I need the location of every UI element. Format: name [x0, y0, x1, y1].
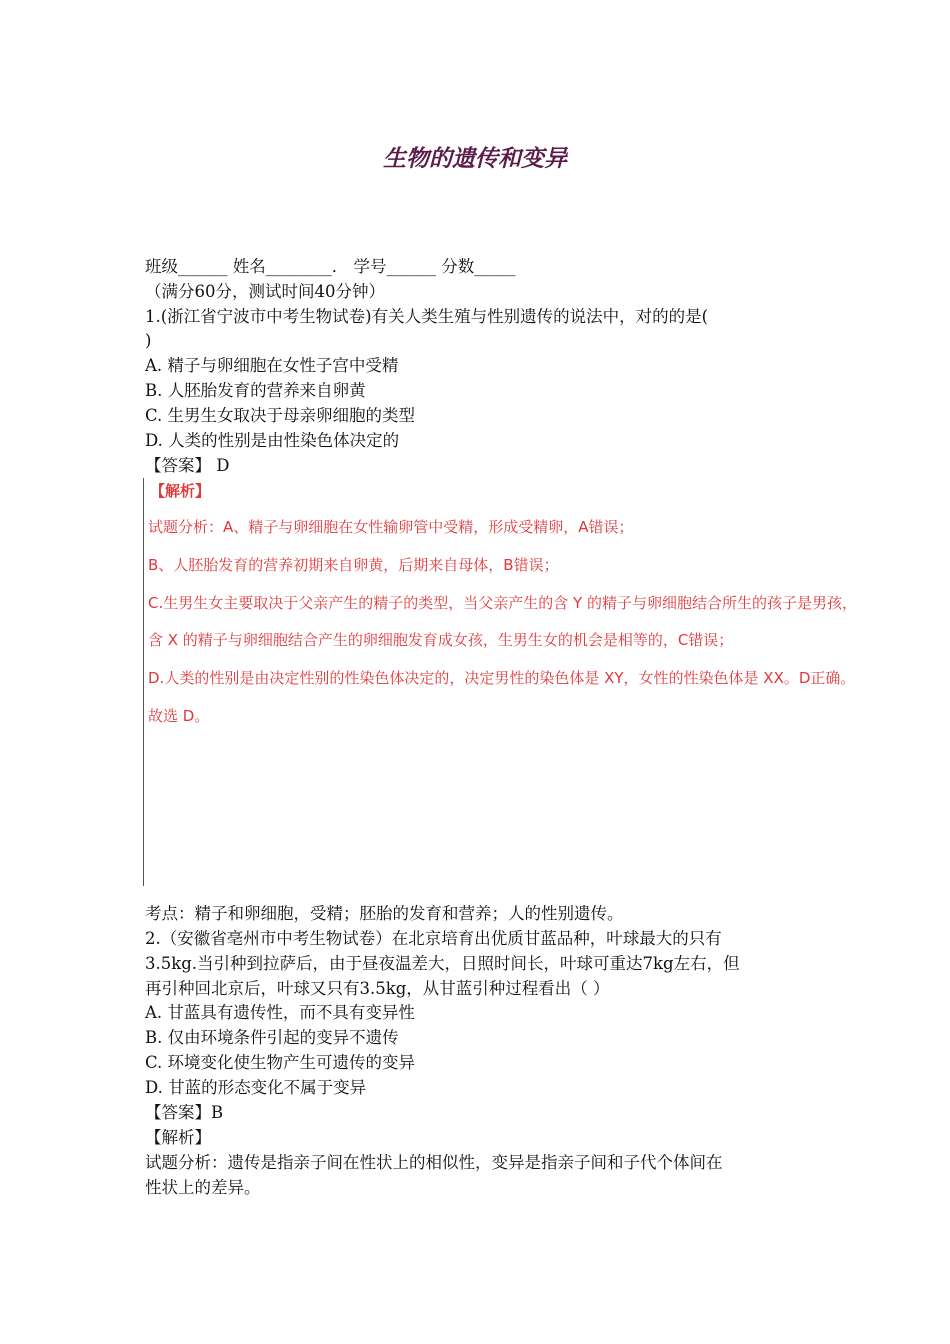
q1-kaodian: 考点：精子和卵细胞，受精；胚胎的发育和营养；人的性别遗传。: [145, 904, 624, 923]
q1-analysis-line: 试题分析：A、精子与卵细胞在女性输卵管中受精，形成受精卵，A错误；: [148, 518, 634, 536]
q1-analysis-line: D.人类的性别是由决定性别的性染色体决定的，决定男性的染色体是 XY，女性的性染色体是 XX。D正确。: [148, 669, 856, 687]
q2-option-d: D. 甘蓝的形态变化不属于变异: [145, 1078, 367, 1097]
q1-option-a: A. 精子与卵细胞在女性子宫中受精: [145, 356, 399, 375]
q2-stem: 3.5kg.当引种到拉萨后，由于昼夜温差大，日照时间长，叶球可重达7kg左右，但: [145, 954, 740, 973]
q1-analysis-line: C.生男生女主要取决于父亲产生的精子的类型，当父亲产生的含 Y 的精子与卵细胞结合所生的孩子是男孩，: [148, 594, 857, 612]
page-title: 生物的遗传和变异: [383, 146, 567, 172]
q1-stem-cont: ): [145, 331, 152, 350]
q1-analysis-line: 故选 D。: [148, 707, 210, 725]
q2-analysis-line: 试题分析：遗传是指亲子间在性状上的相似性，变异是指亲子间和子代个体间在: [145, 1153, 723, 1172]
q2-option-c: C. 环境变化使生物产生可遗传的变异: [145, 1053, 416, 1072]
q2-answer: 【答案】B: [145, 1103, 224, 1122]
q2-analysis-line: 性状上的差异。: [145, 1178, 261, 1197]
q2-stem: 再引种回北京后，叶球又只有3.5kg，从甘蓝引种过程看出（ ）: [145, 979, 610, 998]
q1-option-c: C. 生男生女取决于母亲卵细胞的类型: [145, 406, 416, 425]
analysis-sidebar-line: [143, 478, 144, 886]
q1-answer: 【答案】 D: [145, 456, 230, 475]
q2-analysis-head: 【解析】: [145, 1128, 211, 1147]
student-info-line: 班级______ 姓名________． 学号______ 分数_____: [145, 257, 516, 276]
q1-option-b: B. 人胚胎发育的营养来自卵黄: [145, 381, 366, 400]
q1-option-d: D. 人类的性别是由性染色体决定的: [145, 431, 400, 450]
score-note: （满分60分，测试时间40分钟）: [145, 282, 385, 301]
q1-analysis-line: B、人胚胎发育的营养初期来自卵黄，后期来自母体，B错误；: [148, 556, 559, 574]
q1-analysis-head: 【解析】: [150, 482, 211, 500]
q1-analysis-line: 含 X 的精子与卵细胞结合产生的卵细胞发育成女孩，生男生女的机会是相等的，C错误；: [148, 631, 734, 649]
q1-stem: 1.(浙江省宁波市中考生物试卷)有关人类生殖与性别遗传的说法中，对的的是(: [145, 307, 709, 326]
q2-option-a: A. 甘蓝具有遗传性，而不具有变异性: [145, 1003, 415, 1022]
q2-stem: 2.（安徽省亳州市中考生物试卷）在北京培育出优质甘蓝品种，叶球最大的只有: [145, 929, 722, 948]
q2-option-b: B. 仅由环境条件引起的变异不遗传: [145, 1028, 399, 1047]
